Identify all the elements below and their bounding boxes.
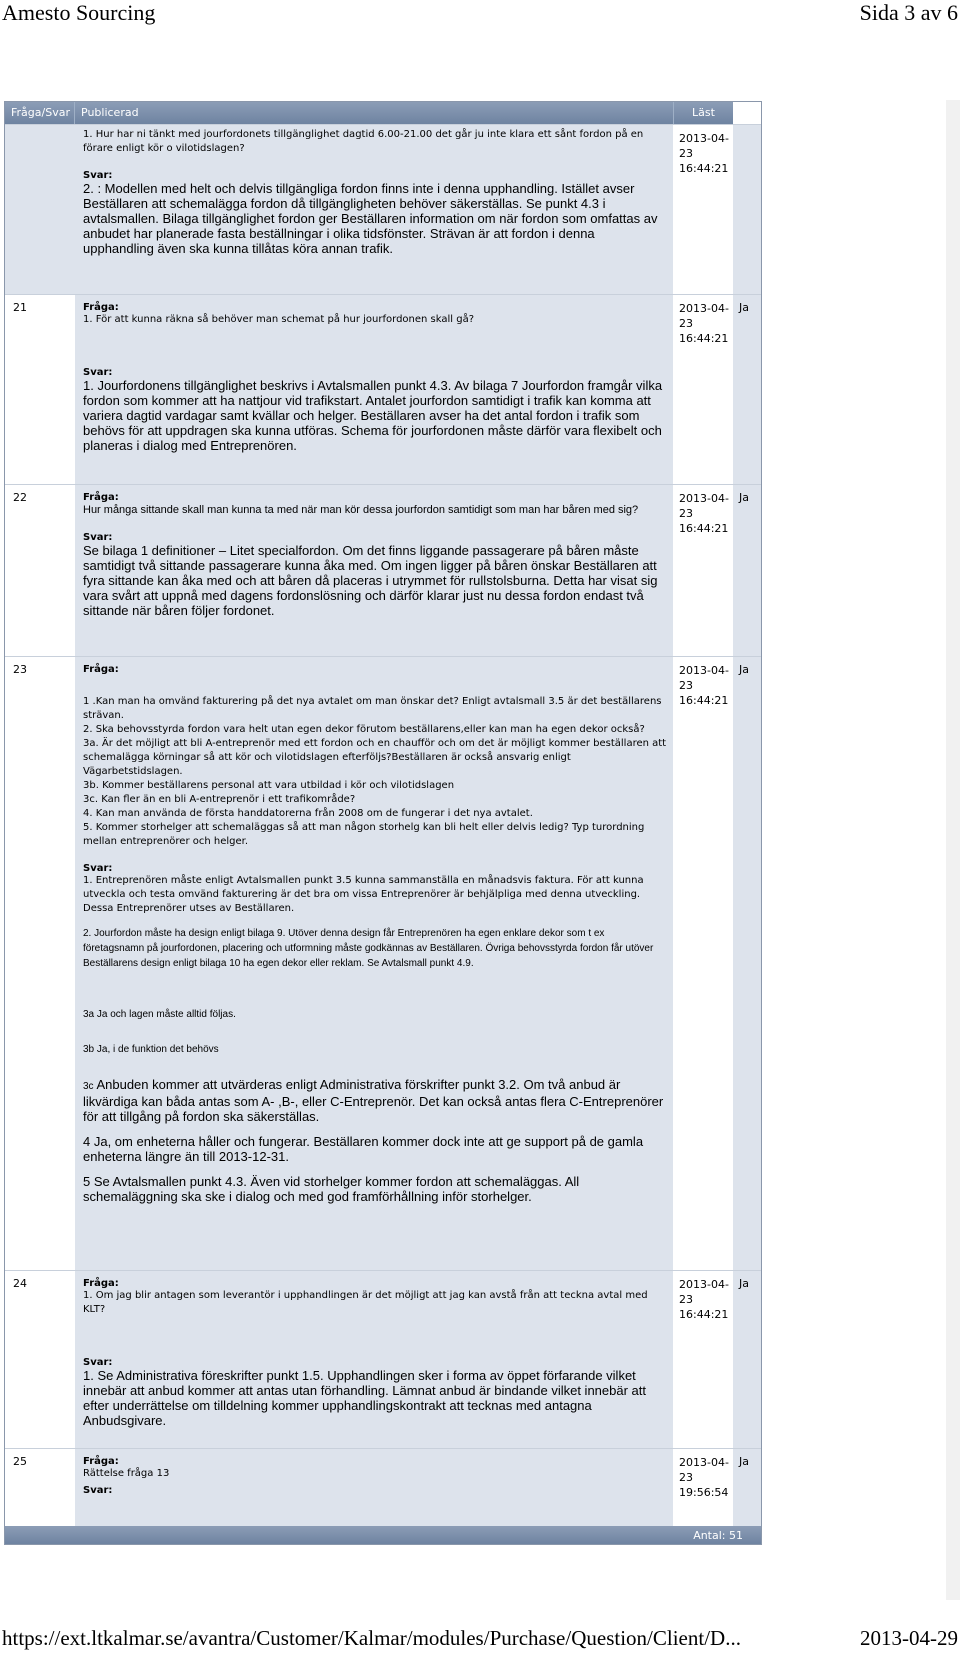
- answer-text: Se bilaga 1 definitioner – Litet specialfordon. Om det finns liggande passagerare på båren måste samtidigt två sittande passagerare kunna åka med. Om ingen ligger på båren önskar Beställaren att fyra sittande kan åka med och att båren då placeras i utrymmet för rullstolsburna. Detta har visat sig vara svårt att uppnå med dagens fordonslösning och därför klarar just nu dessa fordon endast två sittande när båren följer fordonet.: [83, 543, 658, 618]
- column-header-read[interactable]: Läst: [673, 102, 733, 124]
- row-content: [75, 485, 673, 656]
- row-number: [5, 125, 75, 294]
- row-content: [75, 295, 673, 484]
- publish-date: 2013-04-23 16:44:21: [673, 125, 733, 294]
- scroll-strip: [946, 100, 960, 1600]
- read-status: Ja: [733, 657, 761, 1270]
- read-status: Ja: [733, 1449, 761, 1526]
- read-status: Ja: [733, 295, 761, 484]
- column-header-qa[interactable]: Fråga/Svar: [5, 102, 75, 124]
- row-number: 22: [5, 485, 75, 656]
- question-line: 3b. Kommer beställarens personal att vara utbildad i kör och vilotidslagen: [83, 780, 455, 791]
- table-row: [5, 1270, 761, 1448]
- header-spacer: [733, 102, 761, 124]
- answer-label: Svar:: [83, 1357, 113, 1368]
- answer-part-5: 5 Se Avtalsmallen punkt 4.3. Även vid storhelger kommer fordon att schemaläggas. All schemaläggning ska ske i dialog och med god framförhållning inför storhelger.: [83, 1174, 580, 1204]
- question-line: 2. Ska behovsstyrda fordon vara helt utan egen dekor förutom beställarens,eller kan man ha egen dekor också?: [83, 724, 645, 735]
- answer-part-4: 4 Ja, om enheterna håller och fungerar. Beställaren kommer dock inte att ge support på de gamla enheterna längre än till 2013-12-31.: [83, 1134, 644, 1164]
- page-number: Sida 3 av 6: [859, 0, 958, 25]
- qa-table: [4, 101, 762, 1545]
- answer-label: Svar:: [83, 532, 113, 543]
- read-status: [733, 125, 761, 294]
- answer-part-3a: 3a Ja och lagen måste alltid följas.: [83, 1009, 236, 1020]
- table-row: [5, 484, 761, 656]
- table-row: [5, 656, 761, 1270]
- answer-label: Svar:: [83, 1485, 113, 1496]
- column-header-published[interactable]: Publicerad: [81, 106, 139, 119]
- question-label: Fråga:: [83, 302, 119, 313]
- row-number: 23: [5, 657, 75, 1270]
- page-url: https://ext.ltkalmar.se/avantra/Customer/Kalmar/modules/Purchase/Question/Client/D...: [2, 1626, 741, 1650]
- question-line: 3a. Är det möjligt att bli A-entreprenör med ett fordon och en chaufför och om det är möjligt kommer beställaren att schemalägga körningar så att kör och vilotidslagen efterföljs?Beställaren är också ansvarig enligt Vägarbetstidslagen.: [83, 738, 667, 777]
- question-line: 4. Kan man använda de första handdatorerna från 2008 om de fungerar i det nya avtalet.: [83, 808, 533, 819]
- row-content: [75, 1449, 673, 1526]
- page-footer: [0, 1626, 960, 1653]
- question-line: 3c. Kan fler än en bli A-entreprenör i ett trafikområde?: [83, 794, 356, 805]
- total-count: Antal: 51: [693, 1528, 743, 1542]
- answer-part-1: 1. Entreprenören måste enligt Avtalsmallen punkt 3.5 kunna sammanställa en månadsvis faktura. För att kunna utveckla och testa omvänd fakturering är det bra om vissa Entreprenörer är behjälpliga med denna utveckling. Dessa Entreprenörer utses av Beställaren.: [83, 875, 644, 914]
- publish-date: 2013-04-23 16:44:21: [673, 295, 733, 484]
- page-header: [0, 0, 960, 26]
- publish-date: 2013-04-23 19:56:54: [673, 1449, 733, 1526]
- question-line: 5. Kommer storhelger att schemaläggas så att man någon storhelg kan bli helt eller delvis ledig? Typ turordning mellan entreprenörer och helger.: [83, 822, 645, 847]
- row-content: [75, 125, 673, 294]
- question-label: Fråga:: [83, 492, 119, 503]
- answer-label: Svar:: [83, 170, 113, 181]
- answer-text: 1. Se Administrativa föreskrifter punkt 1.5. Upphandlingen sker i forma av öppet förfarande vilket innebär att anbud kommer att antas utan förhandling. Lämnat anbud är bindande vilket innebär att efter underrättelse om tilldelning kommer upphandlingskontrakt att tecknas med antagna Anbudsgivare.: [83, 1368, 646, 1428]
- answer-label: Svar:: [83, 863, 113, 874]
- question-text: 1. Om jag blir antagen som leverantör i upphandlingen är det möjligt att jag kan avstå från att teckna avtal med KLT?: [83, 1290, 648, 1315]
- question-line: 1 .Kan man ha omvänd fakturering på det nya avtalet om man önskar det? Enligt avtalsmall 3.5 är det beställarens strävan.: [83, 696, 662, 721]
- read-status: Ja: [733, 485, 761, 656]
- table-row: [5, 1448, 761, 1526]
- row-number: 21: [5, 295, 75, 484]
- row-number: 24: [5, 1271, 75, 1448]
- publish-date: 2013-04-23 16:44:21: [673, 1271, 733, 1448]
- answer-part-2: 2. Jourfordon måste ha design enligt bilaga 9. Utöver denna design får Entreprenören ha egen enklare dekor som t ex företagsnamn på jourfordonen, placering och utformning måste godkännas av Beställaren. Övriga behovsstyrda fordon får utöver Beställarens design enligt bilaga 10 ha egen dekor eller reklam. Se Avtalsmall punkt 4.9.: [83, 928, 654, 969]
- question-text: 1. För att kunna räkna så behöver man schemat på hur jourfordonen skall gå?: [83, 314, 475, 325]
- table-header: [5, 102, 761, 124]
- publish-date: 2013-04-23 16:44:21: [673, 657, 733, 1270]
- answer-label: Svar:: [83, 367, 113, 378]
- print-date: 2013-04-29: [860, 1626, 958, 1650]
- table-row: [5, 294, 761, 484]
- question-label: Fråga:: [83, 1456, 119, 1467]
- read-status: Ja: [733, 1271, 761, 1448]
- row-content: [75, 1271, 673, 1448]
- row-content: [75, 657, 673, 1270]
- row-number: 25: [5, 1449, 75, 1526]
- answer-3c-prefix: 3c: [83, 1081, 94, 1092]
- question-text: Hur många sittande skall man kunna ta med när man kör dessa jourfordon samtidigt som man har båren med sig?: [83, 504, 639, 516]
- site-title: Amesto Sourcing: [2, 0, 156, 25]
- answer-text: 1. Jourfordonens tillgänglighet beskrivs i Avtalsmallen punkt 4.3. Av bilaga 7 Jourfordon framgår vilka fordon som kommer att ha nattjour vid trafikstart. Antalet jourfordon samtidigt i trafik kan komma att variera dagtid vardagar samt kvällar och helger. Beställaren avser ha det antal fordon i trafik som behövs för att uppdragen ska kunna utföras. Schema för jourfordonen måste därför vara flexibelt och planeras i dialog med Entreprenören.: [83, 378, 663, 453]
- question-text: 1. Hur har ni tänkt med jourfordonets tillgänglighet dagtid 6.00-21.00 det går ju inte klara ett sånt fordon på en förare enligt kör o vilotidslagen?: [83, 129, 644, 154]
- table-row: [5, 124, 761, 294]
- answer-text: 2. : Modellen med helt och delvis tillgängliga fordon finns inte i denna upphandling. Istället avser Beställaren att schemalägga fordon då tillgängligheten behöver säkerställas. Se punkt 4.3 i avtalsmallen. Bilaga tillgänglighet fordon ger Beställaren information om när fordon som omfattas av anbudet har planerade fasta beställningar i olika tidsfönster. Strävan är att fordon i denna upphandling även ska kunna tillåtas köra annan trafik.: [83, 181, 658, 256]
- question-text: Rättelse fråga 13: [83, 1468, 170, 1479]
- question-label: Fråga:: [83, 1278, 119, 1289]
- answer-part-3c: Anbuden kommer att utvärderas enligt Administrativa förskrifter punkt 3.2. Om två anbud är likvärdiga kan båda antas som A- ,B-, eller C-Entreprenör. Det kan också antas flera C-Entreprenörer för att tillgång på fordon ska säkerställas.: [83, 1077, 664, 1124]
- publish-date: 2013-04-23 16:44:21: [673, 485, 733, 656]
- answer-part-3b: 3b Ja, i de funktion det behövs: [83, 1044, 219, 1055]
- table-footer: [5, 1526, 761, 1544]
- question-label: Fråga:: [83, 664, 119, 675]
